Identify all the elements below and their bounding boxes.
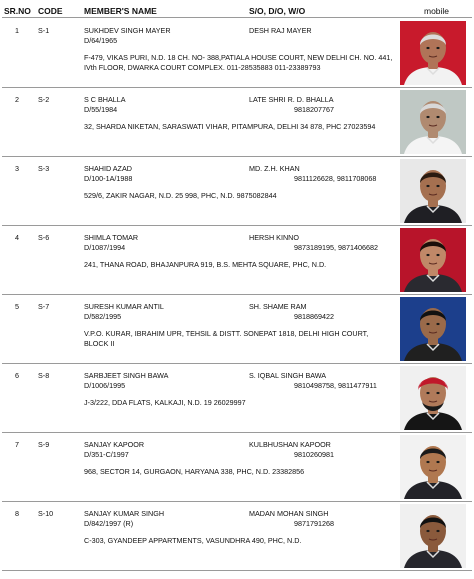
member-phone: 9871791268 bbox=[294, 519, 334, 528]
member-registration: D/351-C/1997 bbox=[84, 450, 129, 459]
header-member-name: MEMBER'S NAME bbox=[84, 6, 157, 16]
member-relation: MD. Z.H. KHAN bbox=[249, 164, 300, 173]
member-code: S-1 bbox=[38, 26, 50, 35]
table-header bbox=[0, 0, 474, 17]
member-code: S-2 bbox=[38, 95, 50, 104]
member-row bbox=[0, 364, 474, 432]
member-registration: D/582/1995 bbox=[84, 312, 122, 321]
member-name: SARBJEET SINGH BAWA bbox=[84, 371, 169, 380]
member-relation: S. IQBAL SINGH BAWA bbox=[249, 371, 327, 380]
row-divider bbox=[2, 363, 472, 364]
member-photo bbox=[400, 228, 466, 292]
member-address: 529/6, ZAKIR NAGAR, N.D. 25 998, PHC, N.D. 9875082844 bbox=[84, 191, 277, 200]
member-relation: LATE SHRI R. D. BHALLA bbox=[249, 95, 334, 104]
row-divider bbox=[2, 87, 472, 88]
member-row bbox=[0, 226, 474, 294]
member-sr-no: 4 bbox=[15, 233, 19, 242]
member-registration: D/100-1A/1988 bbox=[84, 174, 133, 183]
member-name: S C BHALLA bbox=[84, 95, 126, 104]
member-sr-no: 7 bbox=[15, 440, 19, 449]
member-sr-no: 6 bbox=[15, 371, 19, 380]
member-name: SANJAY KAPOOR bbox=[84, 440, 145, 449]
row-divider bbox=[2, 501, 472, 502]
member-phone: 9818869422 bbox=[294, 312, 334, 321]
row-divider bbox=[2, 570, 472, 571]
row-divider bbox=[2, 432, 472, 433]
member-name: SHAHID AZAD bbox=[84, 164, 132, 173]
member-registration: D/1006/1995 bbox=[84, 381, 126, 390]
member-row bbox=[0, 88, 474, 156]
member-photo bbox=[400, 504, 466, 568]
row-divider bbox=[2, 225, 472, 226]
header-relation: S/O, D/O, W/O bbox=[249, 6, 306, 16]
member-address: F-479, VIKAS PURI, N.D. 18 CH. NO- 388,PATIALA HOUSE COURT, NEW DELHI CH. NO. 441, IVth FLOOR, DWARKA COURT COMPLEX. 011-28535883 011-23389793 bbox=[84, 53, 393, 72]
member-row bbox=[0, 295, 474, 363]
member-code: S-3 bbox=[38, 164, 50, 173]
member-address: 241, THANA ROAD, BHAJANPURA 919, B.S. MEHTA SQUARE, PHC, N.D. bbox=[84, 260, 327, 269]
header-code: CODE bbox=[38, 6, 63, 16]
member-name: SURESH KUMAR ANTIL bbox=[84, 302, 164, 311]
member-code: S-7 bbox=[38, 302, 50, 311]
member-address: J-3/222, DDA FLATS, KALKAJI, N.D. 19 26029997 bbox=[84, 398, 246, 407]
member-row bbox=[0, 502, 474, 570]
member-sr-no: 3 bbox=[15, 164, 19, 173]
member-relation: DESH RAJ MAYER bbox=[249, 26, 312, 35]
member-code: S-9 bbox=[38, 440, 50, 449]
row-divider bbox=[2, 294, 472, 295]
member-name: SUKHDEV SINGH MAYER bbox=[84, 26, 171, 35]
member-photo bbox=[400, 21, 466, 85]
member-photo bbox=[400, 159, 466, 223]
member-phone: 9818207767 bbox=[294, 105, 334, 114]
member-photo bbox=[400, 435, 466, 499]
member-sr-no: 1 bbox=[15, 26, 19, 35]
member-phone: 9810498758, 9811477911 bbox=[294, 381, 377, 390]
member-row bbox=[0, 157, 474, 225]
member-relation: HERSH KINNO bbox=[249, 233, 299, 242]
member-relation: KULBHUSHAN KAPOOR bbox=[249, 440, 331, 449]
member-address: 968, SECTOR 14, GURGAON, HARYANA 338, PHC, N.D. 23382856 bbox=[84, 467, 305, 476]
member-registration: D/1087/1994 bbox=[84, 243, 126, 252]
member-phone: 9810260981 bbox=[294, 450, 334, 459]
member-code: S-6 bbox=[38, 233, 50, 242]
member-sr-no: 8 bbox=[15, 509, 19, 518]
member-address: 32, SHARDA NIKETAN, SARASWATI VIHAR, PITAMPURA, DELHI 34 878, PHC 27023594 bbox=[84, 122, 376, 131]
member-phone: 9873189195, 9871406682 bbox=[294, 243, 378, 252]
member-registration: D/64/1965 bbox=[84, 36, 118, 45]
member-relation: SH. SHAME RAM bbox=[249, 302, 307, 311]
member-name: SANJAY KUMAR SINGH bbox=[84, 509, 165, 518]
member-code: S-10 bbox=[38, 509, 54, 518]
member-photo bbox=[400, 90, 466, 154]
member-registration: D/55/1984 bbox=[84, 105, 118, 114]
row-divider bbox=[2, 156, 472, 157]
row-divider bbox=[2, 17, 472, 18]
member-row bbox=[0, 19, 474, 87]
member-registration: D/842/1997 (R) bbox=[84, 519, 134, 528]
member-sr-no: 5 bbox=[15, 302, 19, 311]
member-address: C-303, GYANDEEP APPARTMENTS, VASUNDHRA 490, PHC, N.D. bbox=[84, 536, 302, 545]
header-mobile: mobile bbox=[424, 6, 450, 16]
member-address: V.P.O. KURAR, IBRAHIM UPR, TEHSIL & DISTT. SONEPAT 1818, DELHI HIGH COURT, BLOCK II bbox=[84, 329, 369, 348]
member-photo bbox=[400, 297, 466, 361]
member-photo bbox=[400, 366, 466, 430]
member-row bbox=[0, 433, 474, 501]
header-srno: SR.NO bbox=[4, 6, 31, 16]
member-sr-no: 2 bbox=[15, 95, 19, 104]
member-code: S-8 bbox=[38, 371, 50, 380]
member-relation: MADAN MOHAN SINGH bbox=[249, 509, 329, 518]
member-phone: 9811126628, 9811708068 bbox=[294, 174, 377, 183]
member-name: SHIMLA TOMAR bbox=[84, 233, 139, 242]
